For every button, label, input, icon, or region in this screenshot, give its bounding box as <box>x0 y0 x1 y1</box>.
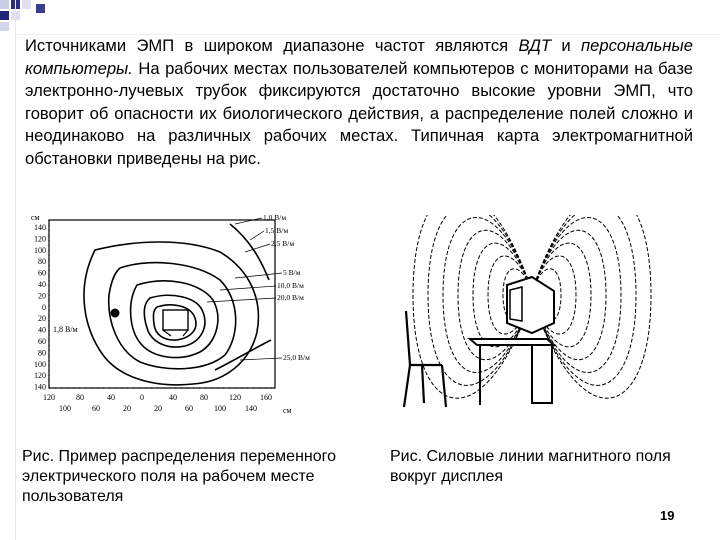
y-unit-label: см <box>31 213 40 222</box>
contour-label: 20,0 В/м <box>277 293 304 302</box>
x-tick-labels-row2 <box>59 404 257 413</box>
x-tick-label: 120 <box>229 393 241 402</box>
body-text-emphasis: персональные компьютеры. <box>25 36 693 78</box>
chair-drawing <box>404 311 446 407</box>
y-tick-label: 100 <box>34 359 46 369</box>
monitor-base <box>183 330 188 336</box>
y-tick-label: 80 <box>38 348 46 358</box>
desk-drawer <box>532 345 552 403</box>
y-tick-label: 60 <box>38 337 46 346</box>
body-text-emphasis: ВДТ <box>518 36 552 55</box>
contour-label: 10,0 В/м <box>277 281 304 290</box>
chair-leg <box>442 365 446 407</box>
x-tick-label: 20 <box>154 404 162 413</box>
contour-label: 1,0 В/м <box>263 213 287 222</box>
contour-line <box>230 224 269 280</box>
x-tick-label: 0 <box>140 393 144 402</box>
contour-line <box>215 340 271 370</box>
y-tick-label: 140 <box>34 223 46 232</box>
body-text-part: На рабочих местах пользователей компьютеров с мониторами на базе электронно-лучевых трубок фиксируются достаточно высокие уровни ЭМП, что говорит об опасности их биологического действия, а распределение полей сложно и неодинаково на различных рабочих местах. Типичная карта электромагнитной обстановки приведены на рис. <box>25 58 693 168</box>
x-tick-label: 40 <box>169 393 177 402</box>
point-label: 1,8 В/м <box>53 325 78 334</box>
contour-label: 1,5 В/м <box>265 226 289 235</box>
slide-vertical-rule <box>15 0 16 540</box>
y-tick-label: 20 <box>38 314 46 324</box>
body-text-part: Источниками ЭМП в широком диапазоне частот являются <box>25 36 519 55</box>
page-number: 19 <box>660 508 675 523</box>
x-tick-label: 20 <box>123 404 131 413</box>
measurement-point <box>111 309 120 318</box>
x-tick-label: 60 <box>185 404 193 413</box>
y-tick-label: 120 <box>34 234 46 244</box>
x-tick-label: 160 <box>260 393 272 402</box>
chair-leg <box>422 365 424 403</box>
x-tick-label: 40 <box>107 393 115 402</box>
field-distribution-figure <box>25 210 315 430</box>
body-paragraph <box>25 35 693 170</box>
y-tick-label: 120 <box>34 371 46 381</box>
x-tick-label: 100 <box>214 404 226 413</box>
display-drawing <box>507 277 554 333</box>
x-tick-label: 140 <box>245 404 257 413</box>
y-tick-label: 40 <box>38 280 46 289</box>
chair-leg <box>404 365 410 407</box>
figure-caption-left: Рис. Пример распределения переменного электрического поля на рабочем месте пользователя <box>22 448 337 505</box>
y-tick-label: 100 <box>34 245 46 255</box>
desk-drawing <box>470 339 554 405</box>
y-tick-label: 140 <box>34 382 46 392</box>
y-tick-label: 40 <box>38 325 46 335</box>
field-contours <box>84 224 271 385</box>
y-tick-label: 20 <box>38 291 46 301</box>
x-tick-label: 120 <box>43 393 55 402</box>
display-screen <box>510 287 522 321</box>
monitor-outline <box>163 310 188 330</box>
monitor-base <box>163 330 171 336</box>
contour-label: 2,5 В/м <box>271 239 295 248</box>
x-tick-labels-row1 <box>43 393 272 402</box>
contour-label: 5 В/м <box>283 268 301 277</box>
magnetic-field-figure <box>382 215 682 410</box>
x-tick-label: 60 <box>92 404 100 413</box>
y-tick-label: 0 <box>42 302 46 312</box>
figure-caption-right: Рис. Силовые линии магнитного поля вокруг дисплея <box>390 448 671 485</box>
x-tick-label: 80 <box>200 393 208 402</box>
x-unit-label: см <box>283 406 292 415</box>
y-tick-label: 60 <box>38 268 46 278</box>
y-tick-labels <box>34 223 46 392</box>
x-tick-label: 100 <box>59 404 71 413</box>
contour-label: 25,0 В/м <box>283 353 310 362</box>
body-text-part: и <box>551 36 582 55</box>
y-tick-label: 80 <box>38 257 46 267</box>
x-tick-label: 80 <box>76 393 84 402</box>
